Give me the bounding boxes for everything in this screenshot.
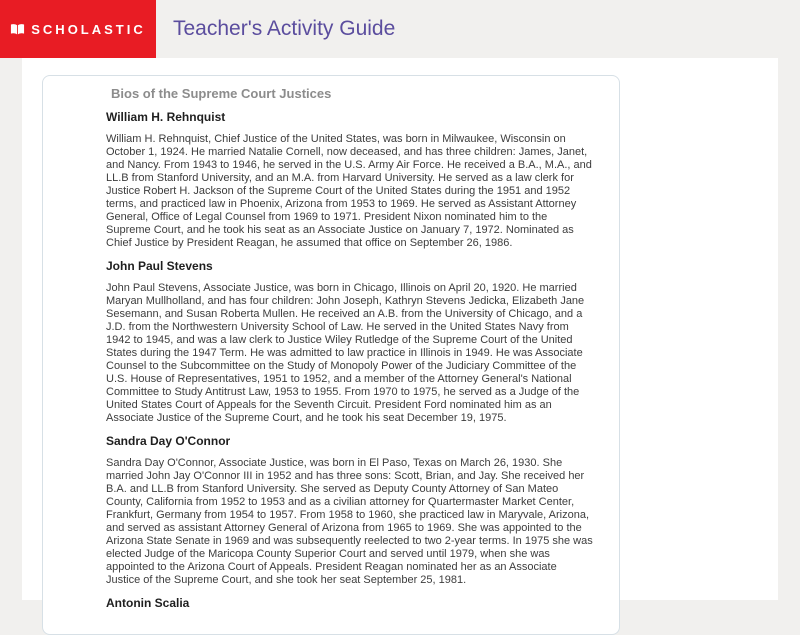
justice-name: William H. Rehnquist	[106, 110, 226, 124]
justice-bio: John Paul Stevens, Associate Justice, was born in Chicago, Illinois on April 20, 1920. He married Maryan Mullholland, and has four children: John Joseph, Kathryn Stevens Jedicka, Elizabeth Jane Sesemann, and Susan Roberta Mullen. He received an A.B. from the University of Chicago, and a J.D. from the Northwestern University School of Law. He served in the United States Navy from 1942 to 1945, and was a law clerk to Justice Wiley Rutledge of the Supreme Court of the United States during the 1947 Term. He was admitted to law practice in Illinois in 1949. He was Associate Counsel to the Subcommittee on the Study of Monopoly Power of the Judiciary Committee of the U.S. House of Representatives, 1951 to 1952, and a member of the Attorney General's National Committee to Study Antitrust Law, 1953 to 1955. From 1970 to 1975, he served as a Judge of the United States Court of Appeals for the Seventh Circuit. President Ford nominated him as an Associate Justice of the Supreme Court, and he took his seat December 19, 1975.	[106, 282, 585, 424]
justice-name: Antonin Scalia	[106, 596, 190, 610]
page-body	[22, 58, 778, 610]
justice-section	[106, 259, 593, 425]
section-title: Bios of the Supreme Court Justices	[111, 86, 332, 101]
justice-section	[106, 434, 593, 587]
open-book-icon	[10, 23, 25, 36]
bios-card	[42, 75, 620, 635]
justice-bio: Sandra Day O'Connor, Associate Justice, was born in El Paso, Texas on March 26, 1930. She married John Jay O'Connor III in 1952 and has three sons: Scott, Brian, and Jay. She received her B.A. and LL.B from Stanford University. She served as Deputy County Attorney of San Mateo County, California from 1952 to 1953 and as a civilian attorney for Quartermaster Market Center, Frankfurt, Germany from 1954 to 1957. From 1958 to 1960, she practiced law in Maryvale, Arizona, and served as assistant Attorney General of Arizona from 1965 to 1969. She was appointed to the Arizona State Senate in 1969 and was subsequently reelected to two 2-year terms. In 1975 she was elected Judge of the Maricopa County Superior Court and served until 1979, when she was appointed to the Arizona Court of Appeals. President Reagan nominated her as an Associate Justice of the Supreme Court, and she took her seat September 25, 1981.	[106, 457, 593, 586]
justice-name: Sandra Day O'Connor	[106, 434, 231, 448]
justice-name: John Paul Stevens	[106, 259, 213, 273]
page-title: Teacher's Activity Guide	[173, 17, 396, 40]
justice-section	[106, 110, 593, 250]
scholastic-logo[interactable]	[0, 0, 156, 58]
justice-bio: William H. Rehnquist, Chief Justice of the United States, was born in Milwaukee, Wisconsin on October 1, 1924. He married Natalie Cornell, now deceased, and has three children: James, Janet, and Nancy. From 1943 to 1946, he served in the U.S. Army Air Force. He received a B.A., M.A., and LL.B from Stanford University, and an M.A. from Harvard University. He served as a law clerk for Justice Robert H. Jackson of the Supreme Court of the United States during the 1951 and 1952 terms, and practiced law in Phoenix, Arizona from 1953 to 1969. He served as Assistant Attorney General, Office of Legal Counsel from 1969 to 1971. President Nixon nominated him to the Supreme Court, and he took his seat as an Associate Justice on January 7, 1972. Nominated as Chief Justice by President Reagan, he assumed that office on September 26, 1986.	[106, 133, 592, 249]
top-header	[0, 0, 800, 58]
justice-section	[106, 596, 593, 610]
logo-wordmark: SCHOLASTIC	[31, 21, 146, 37]
